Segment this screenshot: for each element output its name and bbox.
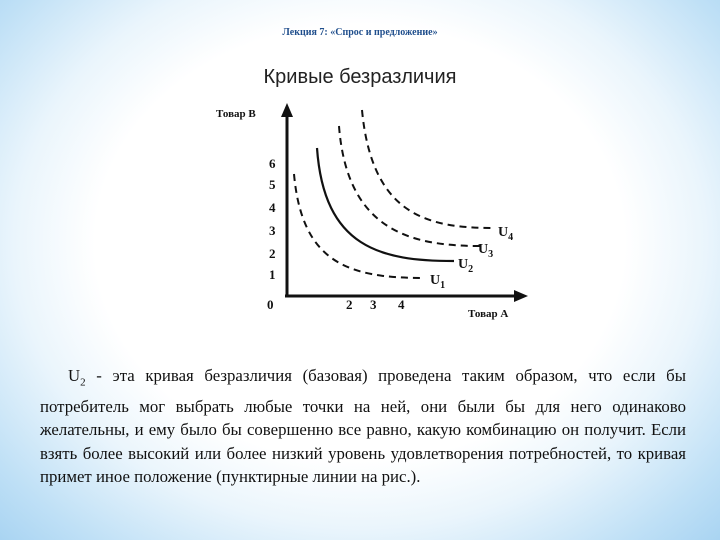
paragraph-text: - эта кривая безразличия (базовая) проведена таким образом, что если бы потребитель мог выбрать любые точки на ней, они были бы для него одинаково желательны, и ему было бы совершенно все равно, какую комбинацию он получит. Если взять более высокий или более низкий уровень удовлетворения потребностей, то кривая примет иное положение (пунктирные линии на рис.). — [40, 366, 686, 487]
x-tick-3: 3 — [370, 297, 377, 312]
y-tick-5: 5 — [269, 177, 276, 192]
origin-label: 0 — [267, 297, 274, 312]
paragraph-term-subscript: 2 — [80, 376, 86, 389]
x-tick-2: 2 — [346, 297, 353, 312]
explanation-paragraph — [40, 364, 686, 489]
curve-u2 — [317, 148, 454, 261]
y-axis-label: Товар В — [216, 108, 256, 120]
x-axis-arrow — [514, 290, 528, 302]
curve-u3 — [339, 126, 480, 246]
x-axis-label: Товар А — [468, 308, 509, 320]
y-tick-4: 4 — [269, 200, 276, 215]
curve-u4 — [362, 110, 494, 228]
curve-label-u3: $U_3$ — [478, 242, 494, 260]
y-axis-arrow — [281, 103, 293, 117]
y-tick-1: 1 — [269, 267, 276, 282]
indifference-curves-figure — [206, 98, 546, 336]
paragraph-term: U — [68, 366, 81, 385]
curve-label-u4: $U_4$ — [498, 225, 514, 243]
y-tick-3: 3 — [269, 223, 276, 238]
slide-title: Кривые безразличия — [263, 66, 457, 88]
curve-u1 — [294, 174, 424, 278]
y-tick-2: 2 — [269, 246, 276, 261]
curve-label-u2: $U_2$ — [458, 257, 474, 275]
curve-label-u1: $U_1$ — [430, 273, 446, 291]
lecture-header: Лекция 7: «Спрос и предложение» — [282, 27, 438, 38]
y-tick-6: 6 — [269, 156, 276, 171]
indifference-curves-diagram — [206, 98, 546, 336]
x-tick-4: 4 — [398, 297, 405, 312]
